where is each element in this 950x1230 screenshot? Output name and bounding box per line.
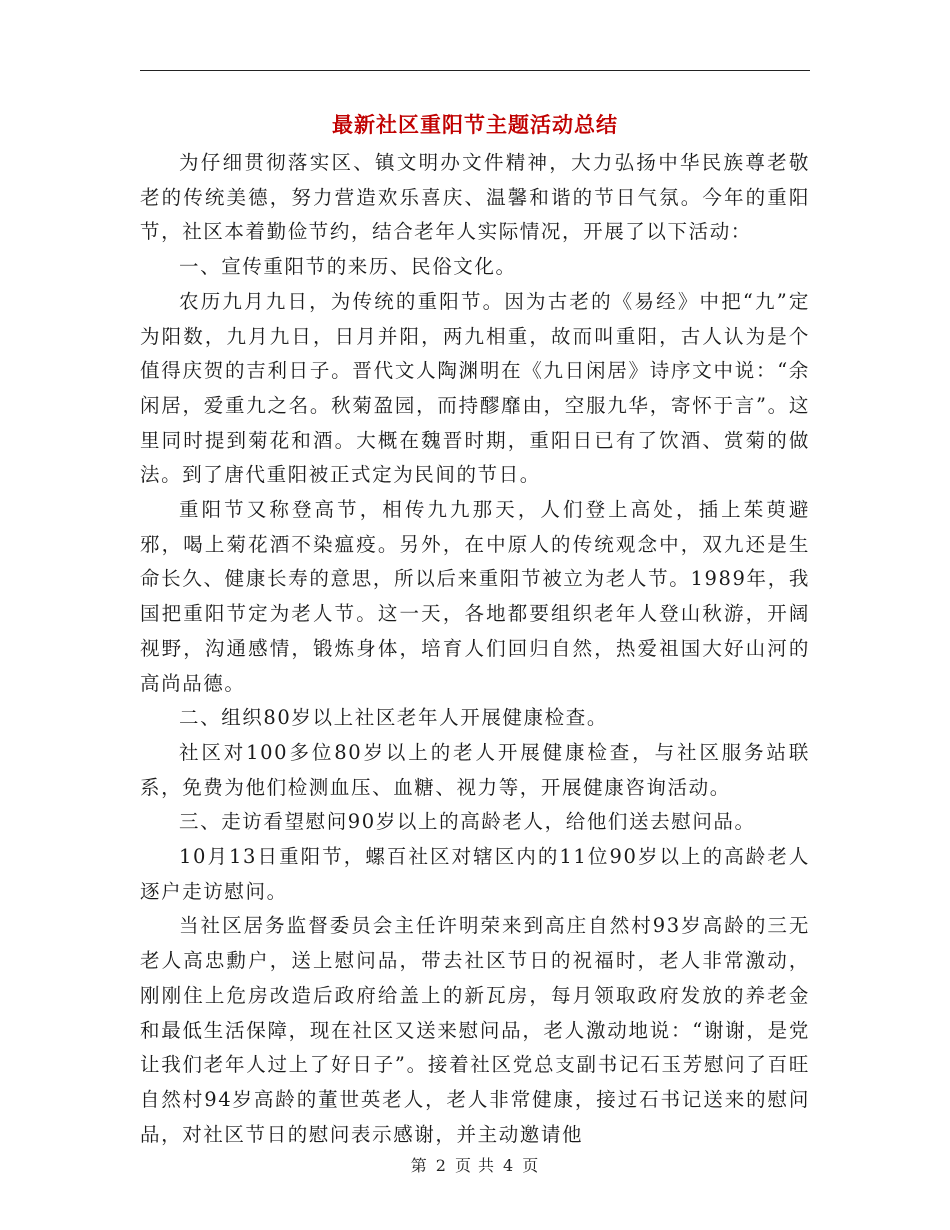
- footer-middle: 页 共: [454, 1156, 496, 1175]
- document-body: [140, 146, 810, 1152]
- footer-suffix: 页: [522, 1156, 540, 1175]
- paragraph-customs: 重阳节又称登高节，相传九九那天，人们登上高处，插上茱萸避邪，喝上菊花酒不染瘟疫。另外，在中原人的传统观念中，双九还是生命长久、健康长寿的意思，所以后来重阳节被立为老人节。1989年，我国把重阳节定为老人节。这一天，各地都要组织老年人登山秋游，开阔视野，沟通感情，锻炼身体，培育人们回归自然，热爱祖国大好山河的高尚品德。: [140, 498, 810, 695]
- paragraph-intro: 为仔细贯彻落实区、镇文明办文件精神，大力弘扬中华民族尊老敬老的传统美德，努力营造欢乐喜庆、温馨和谐的节日气氛。今年的重阳节，社区本着勤俭节约，结合老年人实际情况，开展了以下活动：: [140, 151, 810, 244]
- footer-total-pages: 4: [503, 1156, 515, 1175]
- footer-current-page: 2: [435, 1156, 447, 1175]
- section-heading-1: 一、宣传重阳节的来历、民俗文化。: [179, 255, 517, 279]
- page-footer: [0, 1154, 950, 1178]
- section-heading-3: 三、走访看望慰问90岁以上的高龄老人，给他们送去慰问品。: [179, 810, 756, 834]
- paragraph-health-check: 社区对100多位80岁以上的老人开展健康检查，与社区服务站联系，免费为他们检测血压、血糖、视力等，开展健康咨询活动。: [140, 740, 810, 799]
- document-title: 最新社区重阳节主题活动总结: [332, 113, 618, 137]
- section-heading-2: 二、组织80岁以上社区老年人开展健康检查。: [179, 706, 608, 730]
- paragraph-history: 农历九月九日，为传统的重阳节。因为古老的《易经》中把“九”定为阳数，九月九日，日月并阳，两九相重，故而叫重阳，古人认为是个值得庆贺的吉利日子。晋代文人陶渊明在《九日闲居》诗序文中说：“余闲居，爱重九之名。秋菊盈园，而持醪靡由，空服九华，寄怀于言”。这里同时提到菊花和酒。大概在魏晋时期，重阳日已有了饮酒、赏菊的做法。到了唐代重阳被正式定为民间的节日。: [140, 289, 810, 487]
- footer-prefix: 第: [410, 1156, 428, 1175]
- paragraph-visit-details: 当社区居务监督委员会主任许明荣来到高庄自然村93岁高龄的三无老人高忠勳户，送上慰问品，带去社区节日的祝福时，老人非常激动，刚刚住上危房改造后政府给盖上的新瓦房，每月领取政府发放的养老金和最低生活保障，现在社区又送来慰问品，老人激动地说：“谢谢，是党让我们老年人过上了好日子”。接着社区党总支副书记石玉芳慰问了百旺自然村94岁高龄的董世英老人，老人非常健康，接过石书记送来的慰问品，对社区节日的慰问表示感谢，并主动邀请他: [140, 914, 810, 1146]
- paragraph-visits: 10月13日重阳节，螺百社区对辖区内的11位90岁以上的高龄老人逐户走访慰问。: [140, 845, 810, 903]
- header-rule: [140, 70, 810, 71]
